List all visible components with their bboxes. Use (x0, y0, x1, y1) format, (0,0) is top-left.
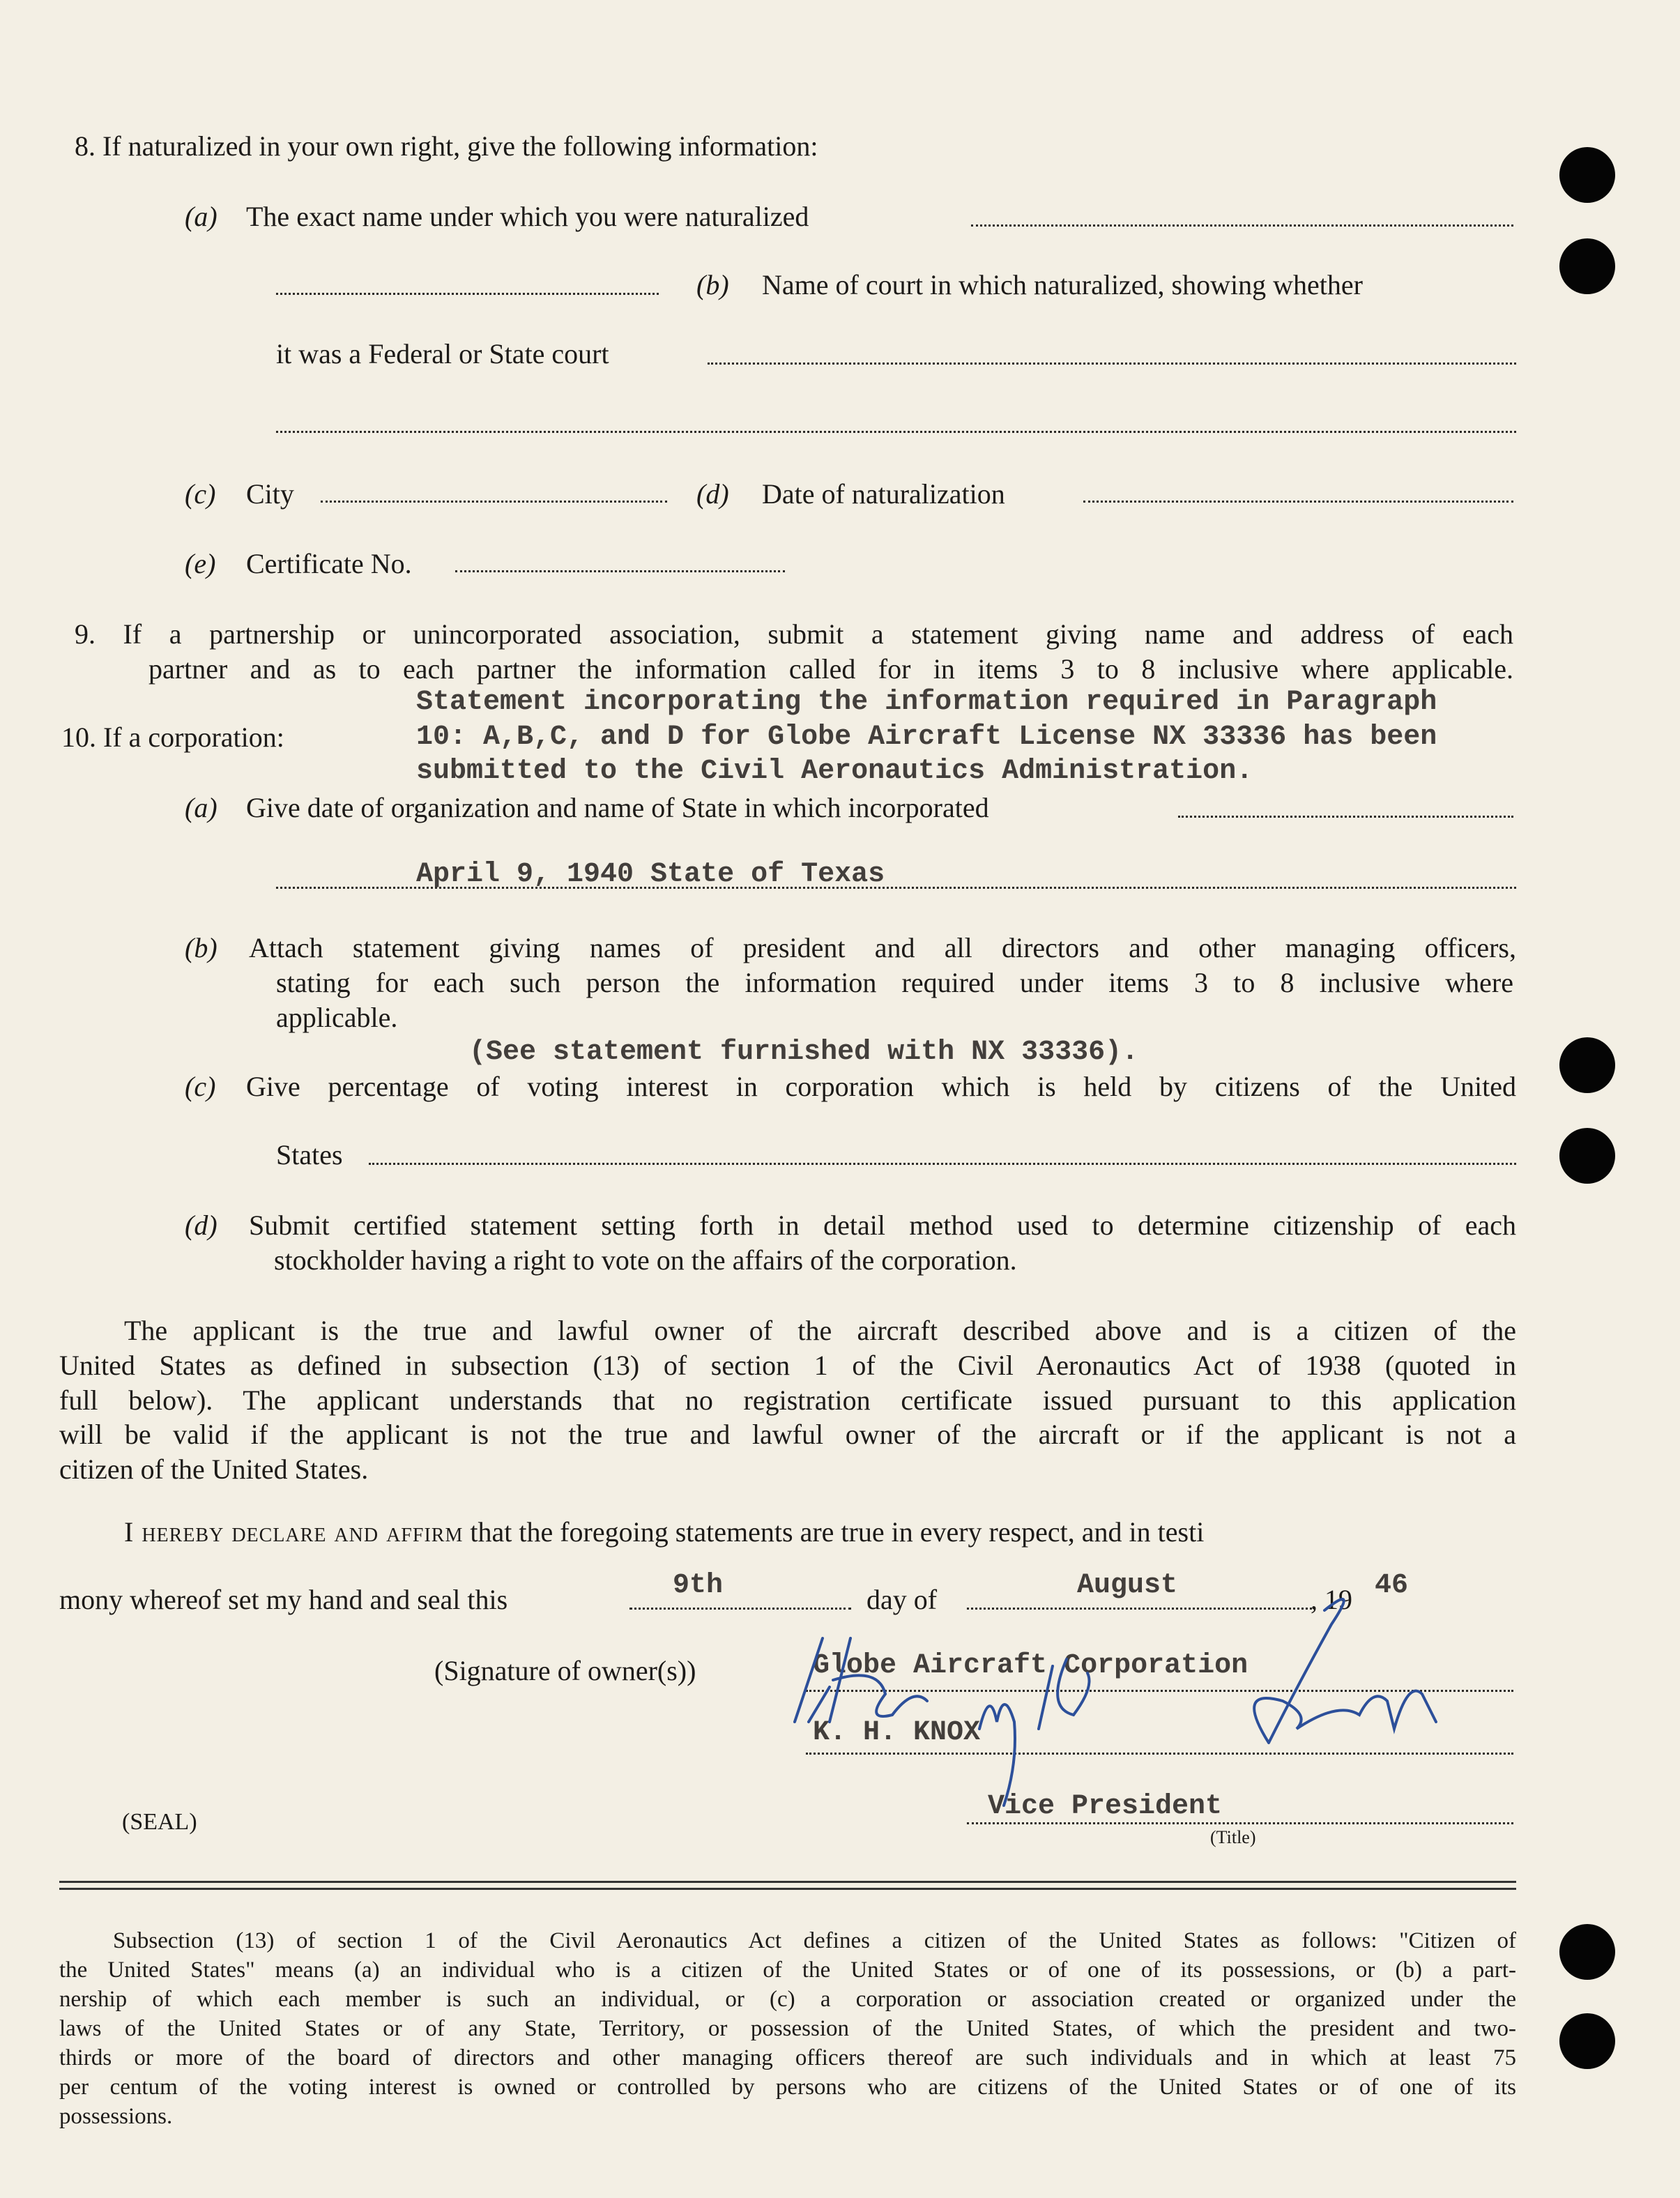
owner-statement-line: United States as defined in subsection (13) of section 1 of the Civil Aeronautics Act of 1938 (quoted in (59, 1350, 1516, 1381)
handwritten-signature (781, 1582, 1478, 1812)
footnote-line: nership of which each member is such an individual, or (c) a corporation or association created or organized under the (59, 1987, 1516, 2012)
label-d: (d) (185, 1209, 217, 1241)
label-b: (b) (696, 269, 729, 300)
item10-a-text: Give date of organization and name of State in which incorporated (246, 792, 989, 823)
label-a: (a) (185, 201, 217, 232)
item8-c-label (185, 480, 215, 508)
divider (59, 1881, 1516, 1883)
declaration-line2-b: day of (866, 1584, 938, 1615)
hole-punch (1559, 2013, 1615, 2069)
item10-b-label (185, 934, 217, 962)
item10-d-line: Submit certified statement setting forth in detail method used to determine citizenship of each (249, 1209, 1516, 1241)
signature-label: (Signature of owner(s)) (434, 1655, 696, 1686)
typed-statement-line: Statement incorporating the information required in Paragraph (416, 687, 1437, 718)
declaration-line1 (124, 1518, 1204, 1546)
label-b: (b) (185, 932, 217, 963)
typed-statement-line: 10: A,B,C, and D for Globe Aircraft License NX 33336 has been (416, 722, 1437, 753)
voting-percentage-field[interactable] (369, 1163, 1516, 1165)
owner-statement-line: full below). The applicant understands that no registration certificate issued pursuant to this application (59, 1384, 1516, 1416)
typed-statement-line: submitted to the Civil Aeronautics Administration. (416, 756, 1253, 787)
naturalized-name-field-cont[interactable] (276, 293, 659, 295)
label-c: (c) (185, 1071, 216, 1102)
signer-name: K. H. KNOX (813, 1717, 981, 1748)
owner-statement-line: The applicant is the true and lawful owner of the aircraft described above and is a citizen of the (124, 1315, 1516, 1346)
naturalization-date-field[interactable] (1083, 501, 1513, 503)
declaration-lead: I hereby declare and affirm (124, 1516, 464, 1548)
footnote-line: Subsection (13) of section 1 of the Civil Aeronautics Act defines a citizen of the United States as follows: "Citizen of (113, 1928, 1516, 1953)
item8-d-text: Date of naturalization (762, 478, 1005, 510)
incorporation-value[interactable]: April 9, 1940 State of Texas (416, 859, 885, 890)
item10-d-line: stockholder having a right to vote on the affairs of the corporation. (274, 1244, 1017, 1276)
footnote-line: per centum of the voting interest is owned or controlled by persons who are citizens of the United States or of one of its (59, 2075, 1516, 2100)
incorporation-field[interactable] (1178, 816, 1513, 818)
item8-b-text: Name of court in which naturalized, showing whether (762, 269, 1363, 300)
footnote-line: thirds or more of the board of directors and other managing officers thereof are such individuals and in which at least 75 (59, 2045, 1516, 2070)
hole-punch (1559, 238, 1615, 294)
item10-b-line: stating for each such person the information required under items 3 to 8 inclusive where (276, 967, 1513, 998)
item9-line2: partner and as to each partner the information called for in items 3 to 8 inclusive where applicable. (148, 653, 1513, 685)
seal-label: (SEAL) (122, 1809, 197, 1835)
title-label: (Title) (1210, 1827, 1256, 1847)
hole-punch (1559, 1924, 1615, 1980)
item8-b-label (696, 271, 729, 299)
year-prefix: , 19 (1311, 1584, 1352, 1615)
item8-d-label (696, 480, 729, 508)
label-c: (c) (185, 478, 216, 510)
item10-heading: 10. If a corporation: (61, 722, 284, 753)
divider (59, 1888, 1516, 1890)
month-value[interactable]: August (1077, 1570, 1178, 1601)
footnote-line: possessions. (59, 2104, 173, 2129)
owner-statement-line: citizen of the United States. (59, 1453, 369, 1485)
item10-d-label (185, 1209, 217, 1241)
hole-punch (1559, 147, 1615, 203)
footnote-line: laws of the United States or of any State, Territory, or possession of the United States, of which the president and two- (59, 2016, 1516, 2041)
owner-statement-line: will be valid if the applicant is not the true and lawful owner of the aircraft or if the applicant is not a (59, 1419, 1516, 1450)
company-name: Globe Aircraft Corporation (813, 1650, 1248, 1681)
item10-b-line: applicable. (276, 1002, 398, 1033)
title-value[interactable]: Vice President (988, 1791, 1223, 1822)
label-a: (a) (185, 792, 217, 823)
item10-b-value: (See statement furnished with NX 33336). (469, 1037, 1139, 1068)
hole-punch (1559, 1037, 1615, 1093)
declaration-line2-a: mony whereof set my hand and seal this (59, 1584, 508, 1615)
item9-line1: 9. If a partnership or unincorporated association, submit a statement giving name and address of each (75, 618, 1513, 650)
city-field[interactable] (321, 501, 667, 503)
item10-a-label (185, 794, 217, 822)
court-field-cont[interactable] (276, 431, 1516, 433)
hole-punch (1559, 1128, 1615, 1184)
item8-a-label (185, 203, 217, 231)
footnote-line: the United States" means (a) an individual who is a citizen of the United States or of one of its possessions, or (b) a part- (59, 1957, 1516, 1983)
item10-c-label (185, 1073, 215, 1101)
label-d: (d) (696, 478, 729, 510)
declaration-rest: that the foregoing statements are true in every respect, and in testi (470, 1516, 1205, 1548)
title-field[interactable] (967, 1822, 1513, 1824)
label-e: (e) (185, 548, 216, 579)
certificate-field[interactable] (455, 570, 785, 572)
item8-e-text: Certificate No. (246, 548, 412, 579)
item8-e-label (185, 550, 215, 578)
item8-heading: 8. If naturalized in your own right, give the following information: (75, 130, 818, 162)
year-value[interactable]: 46 (1375, 1570, 1409, 1601)
item8-b-cont: it was a Federal or State court (276, 338, 609, 369)
naturalized-name-field[interactable] (971, 224, 1513, 227)
incorporation-field-cont[interactable] (276, 887, 1516, 889)
item10-b-line: Attach statement giving names of president and all directors and other managing officers, (249, 932, 1516, 963)
item8-a-text: The exact name under which you were naturalized (246, 201, 809, 232)
court-field[interactable] (708, 362, 1516, 365)
item10-c-cont: States (276, 1139, 343, 1170)
item8-c-text: City (246, 478, 294, 510)
item10-c-text: Give percentage of voting interest in corporation which is held by citizens of the United (246, 1071, 1516, 1102)
day-value[interactable]: 9th (673, 1570, 724, 1601)
